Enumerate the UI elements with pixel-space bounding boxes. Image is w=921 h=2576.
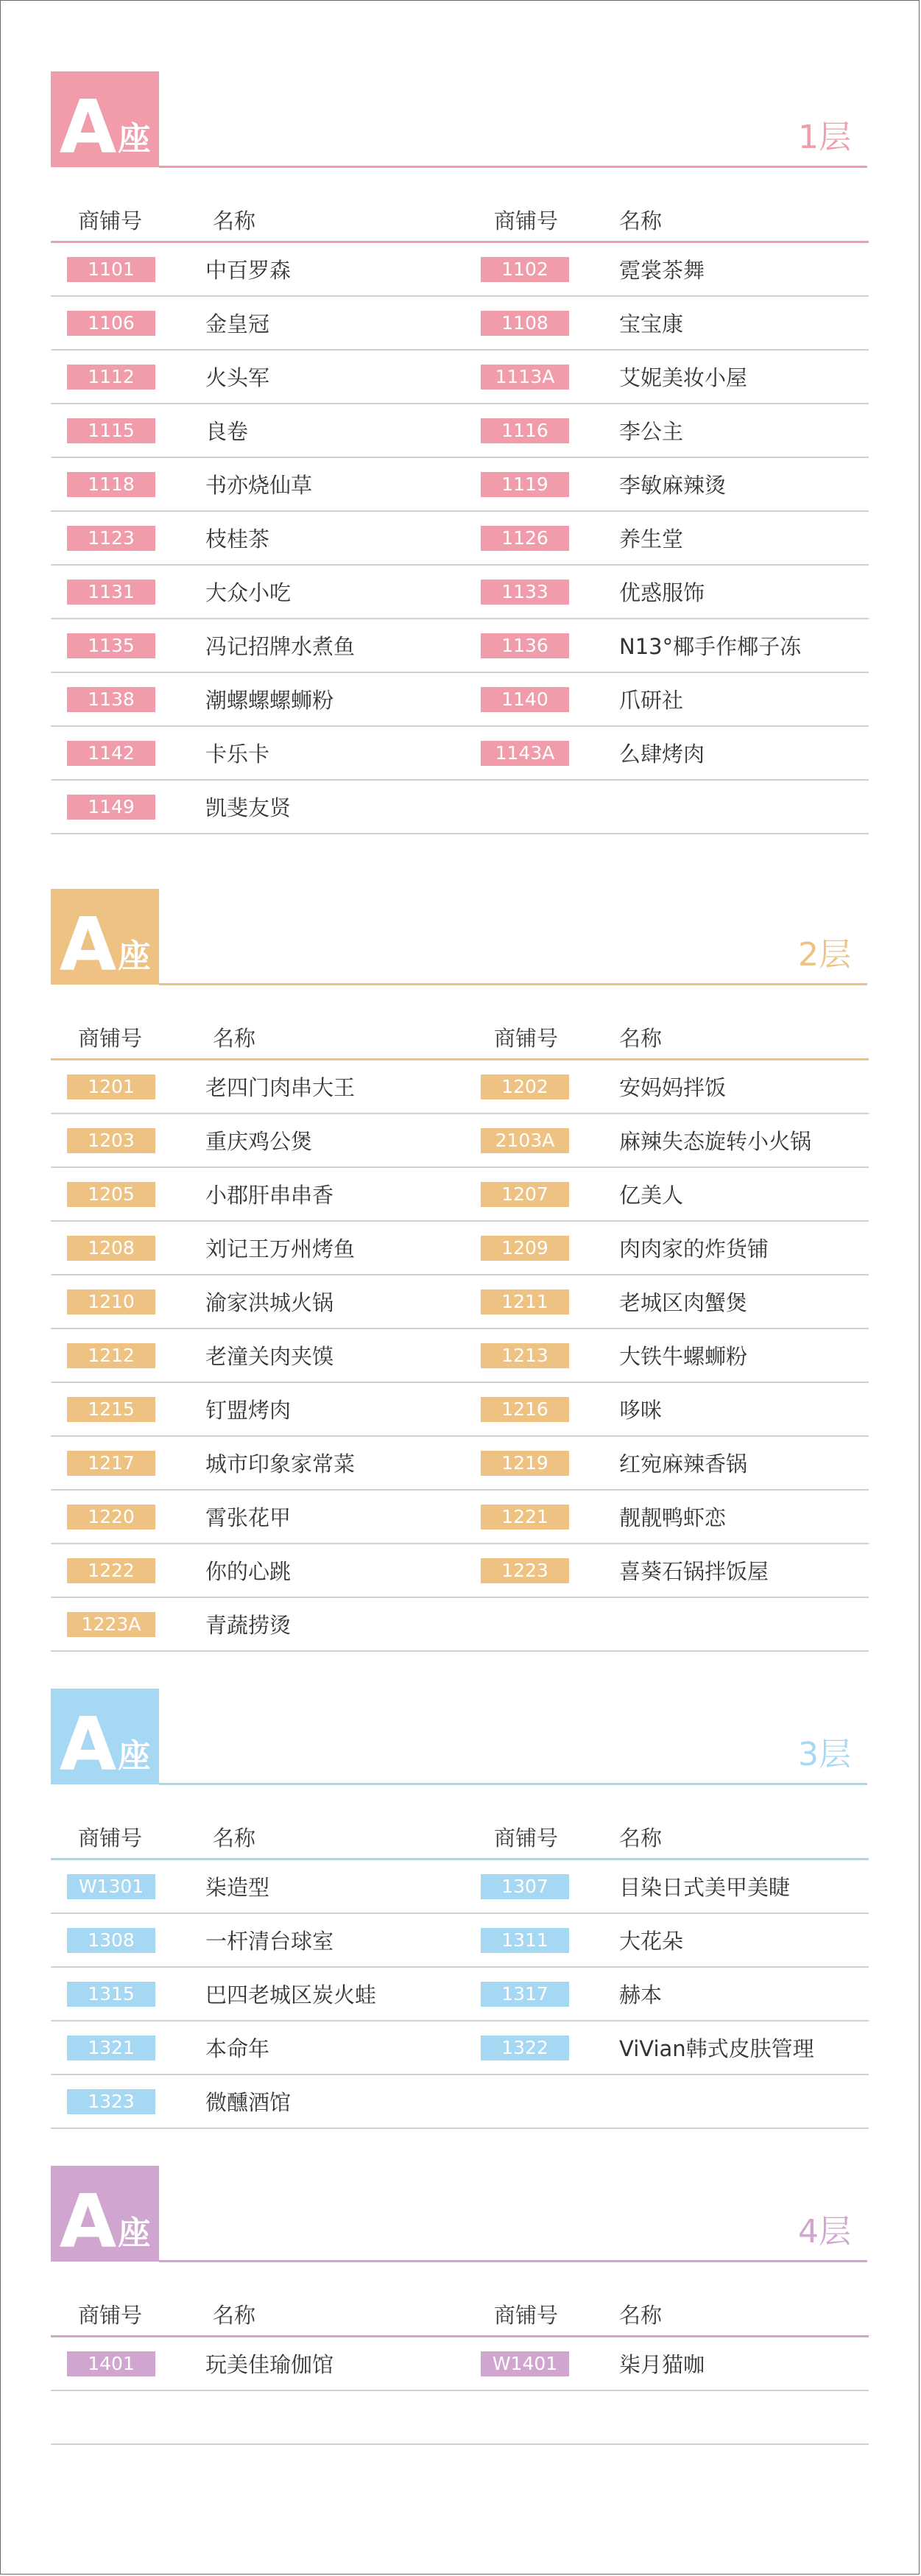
shop-name-cell (619, 1968, 662, 2020)
shop-name: 青蔬捞烫 (205, 1613, 292, 1638)
shop-code-cell (67, 1544, 155, 1597)
table-row (51, 404, 869, 458)
building-suffix: 座 (118, 1737, 151, 1775)
shop-name: 老城区肉蟹煲 (619, 1290, 748, 1315)
shop-name: 金皇冠 (205, 312, 270, 337)
shop-code-tag: 1223A (67, 1612, 155, 1637)
shop-code-cell (67, 2075, 155, 2128)
shop-name-cell (205, 512, 269, 564)
shop-table (51, 1860, 869, 2129)
table-row (51, 1860, 869, 1914)
shop-name: 爪研社 (619, 688, 684, 713)
floor-section (1, 2166, 919, 2445)
shop-name: 亿美人 (619, 1183, 684, 1208)
shop-name: 潮螺螺螺蛳粉 (205, 688, 334, 713)
shop-name-cell (619, 404, 683, 457)
table-row (51, 727, 869, 781)
shop-code-tag: 1123 (67, 526, 155, 551)
shop-name-cell (619, 2337, 705, 2390)
shop-code-tag: 1210 (67, 1289, 155, 1315)
shop-name-cell (619, 727, 705, 779)
shop-code-tag: 1149 (67, 795, 155, 820)
section-header-line (159, 2260, 867, 2262)
shop-name-cell (205, 1168, 334, 1220)
shop-name: 小郡肝串串香 (205, 1183, 334, 1208)
shop-name-cell (205, 458, 312, 510)
shop-name-cell (205, 1060, 355, 1113)
table-row (51, 2075, 869, 2129)
shop-name-cell (205, 619, 355, 672)
shop-code-tag: 1321 (67, 2035, 155, 2061)
shop-code-cell (481, 1114, 569, 1166)
shop-code-tag: 1317 (481, 1982, 569, 2007)
shop-name: 大花朵 (619, 1929, 684, 1954)
shop-name: N13°椰手作椰子冻 (619, 634, 802, 659)
shop-name: 渝家洪城火锅 (205, 1290, 334, 1315)
shop-name-cell (619, 1544, 769, 1597)
shop-code-cell (481, 1437, 569, 1489)
shop-name-cell (619, 512, 683, 564)
shop-code-tag: 1323 (67, 2089, 155, 2114)
column-header-code: 商铺号 (78, 1026, 143, 1051)
shop-code-cell (481, 1968, 569, 2020)
shop-code-cell (481, 727, 569, 779)
shop-code-cell (481, 2337, 569, 2390)
shop-code-tag: W1401 (481, 2351, 569, 2376)
shop-table (51, 243, 869, 834)
shop-name: 柒月猫咖 (619, 2352, 705, 2377)
shop-code-cell (481, 1275, 569, 1328)
building-badge (51, 889, 159, 988)
shop-code-cell (67, 1275, 155, 1328)
shop-name: 枝桂茶 (205, 527, 270, 552)
shop-name-cell (205, 404, 248, 457)
table-row (51, 1491, 869, 1544)
table-row (51, 1275, 869, 1329)
shop-code-cell (481, 404, 569, 457)
shop-name-cell (205, 1544, 291, 1597)
shop-name-cell (205, 1383, 291, 1435)
shop-name-cell (205, 2021, 269, 2074)
shop-code-cell (67, 673, 155, 725)
shop-code-cell (67, 1168, 155, 1220)
shop-name-cell (619, 1914, 683, 1966)
section-header-line (159, 983, 867, 985)
column-header-code: 商铺号 (494, 1026, 559, 1051)
shop-code-tag: 1115 (67, 418, 155, 443)
shop-name-cell (619, 1491, 726, 1543)
shop-code-tag: 1311 (481, 1928, 569, 1953)
table-row (51, 673, 869, 727)
shop-name-cell (205, 1598, 291, 1650)
shop-name: 李敏麻辣烫 (619, 473, 727, 498)
shop-code-tag: 1209 (481, 1236, 569, 1261)
shop-code-cell (67, 1437, 155, 1489)
shop-name-cell (205, 1222, 355, 1274)
column-header-name: 名称 (619, 1026, 663, 1051)
table-row (51, 619, 869, 673)
shop-code-tag: 1203 (67, 1128, 155, 1153)
shop-name-cell (619, 2021, 814, 2074)
shop-name: 老潼关肉夹馍 (205, 1344, 334, 1369)
shop-name: 赫本 (619, 1982, 663, 2007)
shop-code-cell (67, 727, 155, 779)
table-row (51, 1060, 869, 1114)
shop-name-cell (619, 1860, 790, 1912)
shop-code-tag: 1208 (67, 1236, 155, 1261)
shop-code-cell (67, 619, 155, 672)
shop-name-cell (619, 673, 683, 725)
shop-name-cell (205, 1914, 334, 1966)
shop-code-tag: 1220 (67, 1505, 155, 1530)
shop-name-cell (205, 781, 291, 833)
table-row (51, 1544, 869, 1598)
column-header-name: 名称 (619, 1826, 663, 1851)
shop-name: 钉盟烤肉 (205, 1398, 292, 1423)
shop-name: 微醺酒馆 (205, 2090, 292, 2115)
building-suffix: 座 (118, 937, 151, 975)
shop-name: 安妈妈拌饭 (619, 1075, 727, 1100)
shop-name-cell (619, 1383, 662, 1435)
building-suffix: 座 (118, 2214, 151, 2252)
table-row (51, 2021, 869, 2075)
shop-name-cell (205, 1968, 376, 2020)
shop-name: 麻辣失态旋转小火锅 (619, 1129, 812, 1154)
shop-name: 宝宝康 (619, 312, 684, 337)
table-row (51, 1114, 869, 1168)
shop-code-tag: 1315 (67, 1982, 155, 2007)
shop-name: 大众小吃 (205, 580, 292, 605)
shop-name-cell (205, 1114, 312, 1166)
table-row (51, 566, 869, 619)
shop-code-cell (481, 1383, 569, 1435)
shop-name: 本命年 (205, 2036, 270, 2061)
shop-code-tag: 1101 (67, 257, 155, 282)
shop-code-tag: 1143A (481, 741, 569, 766)
shop-code-tag: 1322 (481, 2035, 569, 2061)
shop-code-tag: 1401 (67, 2351, 155, 2376)
table-row (51, 297, 869, 351)
floor-label: 4层 (798, 2213, 851, 2251)
shop-name: 冯记招牌水煮鱼 (205, 634, 356, 659)
table-row (51, 781, 869, 834)
column-header-name: 名称 (619, 208, 663, 233)
shop-name: 霄张花甲 (205, 1505, 292, 1530)
shop-name-cell (205, 1329, 334, 1382)
shop-code-cell (67, 351, 155, 403)
shop-name-cell (619, 1329, 747, 1382)
shop-name-cell (205, 243, 291, 295)
shop-code-tag: 1140 (481, 687, 569, 712)
shop-table (51, 2337, 869, 2445)
shop-name-cell (205, 351, 269, 403)
shop-code-cell (67, 566, 155, 618)
shop-code-tag: 1201 (67, 1074, 155, 1099)
shop-code-cell (67, 297, 155, 349)
shop-name-cell (619, 1222, 769, 1274)
shop-name: 红宛麻辣香锅 (619, 1451, 748, 1477)
shop-name-cell (205, 727, 269, 779)
shop-name: 么肆烤肉 (619, 742, 705, 767)
floor-label: 1层 (798, 119, 851, 156)
shop-code-tag: 1118 (67, 472, 155, 497)
shop-code-tag: 1108 (481, 311, 569, 336)
shop-code-tag: 1116 (481, 418, 569, 443)
shop-code-cell (481, 619, 569, 672)
shop-name: 霓裳茶舞 (619, 258, 705, 283)
shop-code-tag: 1133 (481, 580, 569, 605)
shop-name: 靓靓鸭虾恋 (619, 1505, 727, 1530)
shop-code-tag: 1216 (481, 1397, 569, 1422)
shop-code-tag: 1202 (481, 1074, 569, 1099)
table-row (51, 1968, 869, 2021)
shop-code-cell (481, 1544, 569, 1597)
shop-name: 肉肉家的炸货铺 (619, 1236, 769, 1261)
shop-name-cell (619, 1275, 747, 1328)
shop-code-tag: 1112 (67, 365, 155, 390)
floor-section (1, 71, 919, 834)
shop-name: 老四门肉串大王 (205, 1075, 356, 1100)
floor-label: 2层 (798, 936, 851, 974)
shop-code-cell (481, 1222, 569, 1274)
shop-table (51, 1060, 869, 1652)
shop-code-tag: 1126 (481, 526, 569, 551)
shop-code-cell (67, 1060, 155, 1113)
shop-name: 大铁牛螺蛳粉 (619, 1344, 748, 1369)
column-header-name: 名称 (213, 208, 256, 233)
table-row (51, 1329, 869, 1383)
shop-name: 优惑服饰 (619, 580, 705, 605)
table-row (51, 1168, 869, 1222)
shop-code-cell (67, 458, 155, 510)
shop-code-cell (67, 1114, 155, 1166)
building-letter: A (59, 2178, 117, 2264)
table-row (51, 351, 869, 404)
column-header-code: 商铺号 (78, 2303, 143, 2328)
shop-name: 哆咪 (619, 1398, 663, 1423)
shop-code-cell (67, 1914, 155, 1966)
shop-name-cell (205, 2337, 334, 2390)
shop-name: 刘记王万州烤鱼 (205, 1236, 356, 1261)
table-row (51, 243, 869, 297)
shop-code-tag: 1308 (67, 1928, 155, 1953)
shop-name: 凯斐友贤 (205, 795, 292, 820)
table-row (51, 512, 869, 566)
shop-code-tag: 1205 (67, 1182, 155, 1207)
shop-code-tag: 1211 (481, 1289, 569, 1315)
shop-code-cell (67, 1222, 155, 1274)
shop-name-cell (205, 673, 334, 725)
shop-code-tag: 1307 (481, 1874, 569, 1899)
shop-code-cell (67, 2337, 155, 2390)
shop-name-cell (619, 1060, 726, 1113)
shop-name-cell (205, 1437, 355, 1489)
shop-code-cell (481, 351, 569, 403)
shop-code-tag: 1135 (67, 633, 155, 658)
shop-code-cell (67, 243, 155, 295)
shop-name-cell (205, 1860, 269, 1912)
shop-code-cell (481, 512, 569, 564)
shop-name-cell (619, 1114, 811, 1166)
shop-code-cell (481, 243, 569, 295)
column-header-name: 名称 (213, 1826, 256, 1851)
shop-code-cell (67, 1491, 155, 1543)
shop-name: 柒造型 (205, 1875, 270, 1900)
shop-name-cell (619, 566, 705, 618)
shop-code-cell (481, 297, 569, 349)
building-suffix: 座 (118, 120, 151, 158)
shop-code-cell (481, 1860, 569, 1912)
shop-name: 养生堂 (619, 527, 684, 552)
shop-code-cell (67, 781, 155, 833)
section-header-line (159, 166, 867, 168)
shop-name: ViVian韩式皮肤管理 (619, 2036, 814, 2061)
shop-code-tag: 1142 (67, 741, 155, 766)
shop-code-cell (67, 1329, 155, 1382)
shop-code-tag: 1119 (481, 472, 569, 497)
shop-code-cell (481, 1914, 569, 1966)
shop-code-cell (67, 1383, 155, 1435)
shop-name: 你的心跳 (205, 1559, 292, 1584)
table-row (51, 1437, 869, 1491)
shop-name: 目染日式美甲美睫 (619, 1875, 791, 1900)
shop-name-cell (619, 1168, 683, 1220)
shop-code-tag: 1138 (67, 687, 155, 712)
shop-code-cell (67, 512, 155, 564)
shop-code-cell (67, 1860, 155, 1912)
shop-name: 巴四老城区炭火蛙 (205, 1982, 377, 2007)
shop-code-cell (481, 458, 569, 510)
table-row (51, 1222, 869, 1275)
table-row (51, 2391, 869, 2445)
shop-code-cell (67, 1598, 155, 1650)
shop-name: 卡乐卡 (205, 742, 270, 767)
shop-code-cell (481, 1168, 569, 1220)
shop-code-tag: 2103A (481, 1128, 569, 1153)
table-row (51, 1598, 869, 1652)
shop-name: 城市印象家常菜 (205, 1451, 356, 1477)
shop-code-tag: 1223 (481, 1558, 569, 1583)
shop-code-tag: 1222 (67, 1558, 155, 1583)
building-letter: A (59, 84, 117, 170)
shop-code-tag: 1221 (481, 1505, 569, 1530)
shop-code-cell (67, 1968, 155, 2020)
shop-code-tag: 1106 (67, 311, 155, 336)
shop-code-tag: 1219 (481, 1451, 569, 1476)
table-row (51, 1383, 869, 1437)
shop-code-tag: 1102 (481, 257, 569, 282)
shop-name-cell (619, 458, 726, 510)
shop-code-tag: 1212 (67, 1343, 155, 1368)
shop-name-cell (619, 1437, 747, 1489)
shop-code-tag: W1301 (67, 1874, 155, 1899)
table-row (51, 2337, 869, 2391)
column-header-code: 商铺号 (78, 208, 143, 233)
shop-name: 重庆鸡公煲 (205, 1129, 313, 1154)
shop-code-tag: 1213 (481, 1343, 569, 1368)
column-header-name: 名称 (213, 2303, 256, 2328)
table-row (51, 458, 869, 512)
building-letter: A (59, 1701, 117, 1787)
shop-code-cell (481, 566, 569, 618)
shop-name: 中百罗森 (205, 258, 292, 283)
column-header-code: 商铺号 (494, 208, 559, 233)
shop-code-cell (481, 1060, 569, 1113)
shop-name: 艾妮美妆小屋 (619, 365, 748, 390)
building-badge (51, 1689, 159, 1787)
shop-name-cell (205, 297, 269, 349)
shop-name: 书亦烧仙草 (205, 473, 313, 498)
shop-code-cell (481, 1491, 569, 1543)
shop-code-tag: 1113A (481, 365, 569, 390)
shop-name: 良卷 (205, 419, 249, 444)
shop-name-cell (619, 243, 705, 295)
shop-name-cell (619, 297, 683, 349)
building-letter: A (59, 901, 117, 988)
shop-name-cell (205, 566, 291, 618)
floor-section (1, 889, 919, 1652)
shop-name: 喜葵石锅拌饭屋 (619, 1559, 769, 1584)
floor-label: 3层 (798, 1736, 851, 1773)
building-badge (51, 2166, 159, 2262)
column-header-name: 名称 (213, 1026, 256, 1051)
shop-code-cell (67, 404, 155, 457)
shop-name-cell (205, 2075, 291, 2128)
shop-code-tag: 1131 (67, 580, 155, 605)
shop-name-cell (205, 1275, 334, 1328)
shop-code-tag: 1215 (67, 1397, 155, 1422)
floor-section (1, 1689, 919, 2129)
column-header-code: 商铺号 (78, 1826, 143, 1851)
shop-code-tag: 1136 (481, 633, 569, 658)
shop-code-cell (481, 673, 569, 725)
shop-code-tag: 1207 (481, 1182, 569, 1207)
shop-name: 玩美佳瑜伽馆 (205, 2352, 334, 2377)
column-header-code: 商铺号 (494, 2303, 559, 2328)
shop-name: 火头军 (205, 365, 270, 390)
column-header-name: 名称 (619, 2303, 663, 2328)
shop-code-tag: 1217 (67, 1451, 155, 1476)
shop-code-cell (481, 1329, 569, 1382)
column-header-code: 商铺号 (494, 1826, 559, 1851)
shop-code-cell (67, 2021, 155, 2074)
section-header-line (159, 1783, 867, 1785)
shop-name-cell (619, 619, 801, 672)
shop-name: 一杆清台球室 (205, 1929, 334, 1954)
shop-name-cell (619, 351, 747, 403)
table-row (51, 1914, 869, 1968)
shop-name-cell (205, 1491, 291, 1543)
building-badge (51, 71, 159, 170)
shop-name: 李公主 (619, 419, 684, 444)
shop-code-cell (481, 2021, 569, 2074)
